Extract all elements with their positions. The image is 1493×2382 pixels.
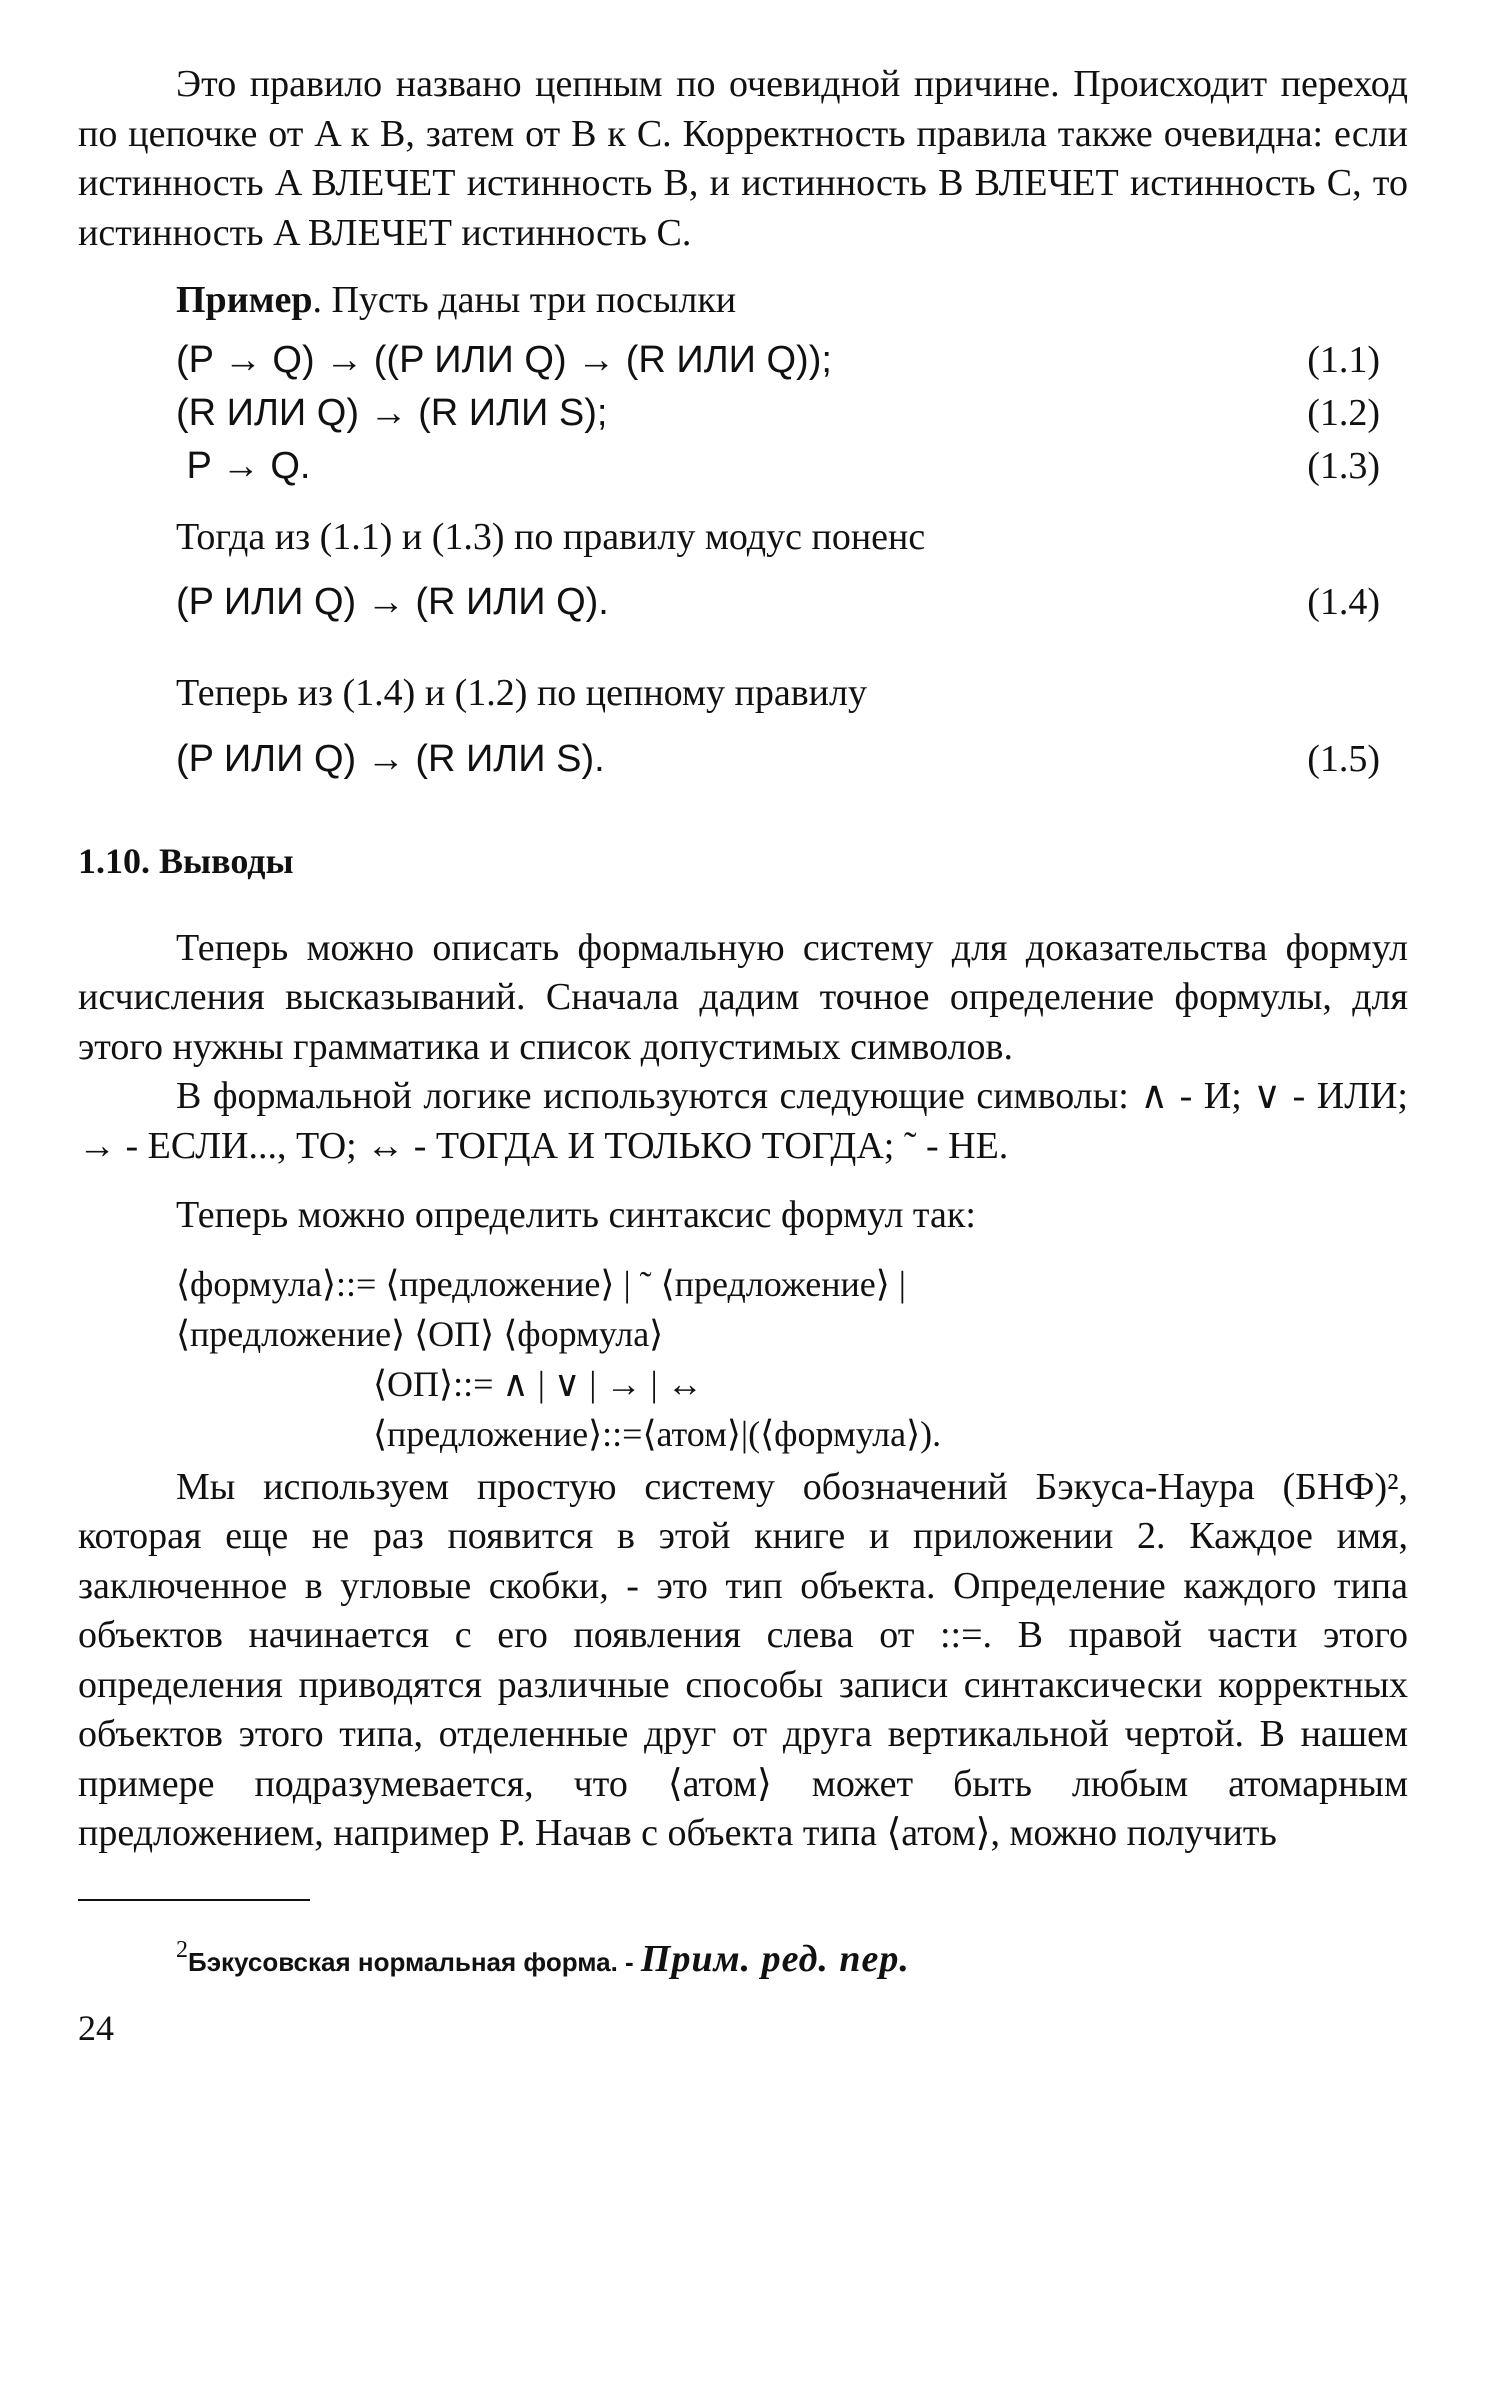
- paragraph-bnf-explanation: Мы используем простую систему обозначений Бэкуса-Наура (БНФ)², которая еще не раз появится в этой книге и приложении 2. Каждое имя, заключенное в угловые скобки, - это тип объекта. Определение каждого типа объектов начинается с его появления слева от ::=. В правой части этого определения приводятся различные способы записи синтаксически корректных объектов этого типа, отделенные друг от друга вертикальной чертой. В нашем примере подразумевается, что ⟨атом⟩ может быть любым атомарным предложением, например P. Начав с объекта типа ⟨атом⟩, можно получить: [78, 1465, 1408, 1854]
- formula-number: (1.4): [1307, 581, 1380, 623]
- grammar-line: ⟨ОП⟩::= ∧ | ∨ | → | ↔: [373, 1363, 703, 1404]
- formula-expression: P → Q.: [176, 444, 311, 487]
- paragraph-symbols: В формальной логике используются следующие символы: ∧ - И; ∨ - ИЛИ; → - ЕСЛИ..., ТО; ↔ - ТОГДА И ТОЛЬКО ТОГДА; ˜ - НЕ.: [78, 1075, 1408, 1167]
- formula-expression: (P ИЛИ Q) → (R ИЛИ S).: [176, 737, 605, 780]
- paragraph-chain-application: Теперь из (1.4) и (1.2) по цепному правилу: [176, 672, 867, 714]
- footnote: [78, 1937, 1408, 1981]
- formula-row: [78, 334, 1408, 387]
- formula-expression: (P ИЛИ Q) → (R ИЛИ Q).: [176, 581, 609, 623]
- example-label: Пример: [176, 279, 313, 321]
- grammar-line: ⟨формула⟩::= ⟨предложение⟩ | ˜ ⟨предложение⟩ |: [176, 1263, 906, 1304]
- book-page: [78, 60, 1408, 2049]
- formula-row: [78, 733, 1408, 786]
- paragraph-chain-rule: Это правило названо цепным по очевидной причине. Происходит переход по цепочке от A к B, затем от B к C. Корректность правила также очевидна: если истинность A ВЛЕЧЕТ истинность B, и истинность B ВЛЕЧЕТ истинность C, то истинность A ВЛЕЧЕТ истинность C.: [78, 63, 1408, 254]
- formula-number: (1.3): [1307, 444, 1380, 487]
- premises-block: [78, 334, 1408, 493]
- footnote-editor-note: Прим. ред. пер.: [640, 1937, 910, 1980]
- footnote-text: Бэкусовская нормальная форма.: [188, 1946, 618, 1977]
- formula-row: [78, 387, 1408, 440]
- formula-number: (1.1): [1307, 338, 1380, 381]
- example-text: . Пусть даны три посылки: [312, 279, 737, 321]
- section-title: 1.10. Выводы: [78, 840, 294, 881]
- paragraph-syntax-intro: Теперь можно определить синтаксис формул так:: [176, 1194, 976, 1236]
- bnf-grammar: [78, 1259, 1408, 1459]
- page-number: 24: [78, 2007, 114, 2048]
- formula-row: [78, 440, 1408, 493]
- formula-number: (1.5): [1307, 737, 1380, 780]
- formula-number: (1.2): [1307, 391, 1380, 434]
- formula-expression: (R ИЛИ Q) → (R ИЛИ S);: [176, 391, 608, 434]
- footnote-dash: -: [617, 1946, 641, 1977]
- grammar-line: ⟨предложение⟩ ⟨ОП⟩ ⟨формула⟩: [176, 1313, 664, 1354]
- grammar-line: ⟨предложение⟩::=⟨атом⟩|(⟨формула⟩).: [373, 1413, 942, 1454]
- formula-row: [78, 576, 1408, 629]
- footnote-divider: [78, 1899, 310, 1901]
- paragraph-modus-ponens: Тогда из (1.1) и (1.3) по правилу модус поненс: [176, 515, 926, 558]
- formula-expression: (P → Q) → ((P ИЛИ Q) → (R ИЛИ Q));: [176, 338, 832, 381]
- footnote-mark: 2: [176, 1936, 188, 1963]
- example-intro: [78, 276, 1408, 326]
- paragraph-formal-system: Теперь можно описать формальную систему для доказательства формул исчисления высказываний. Сначала дадим точное определение формулы, для этого нужны грамматика и список допустимых символов.: [78, 926, 1408, 1068]
